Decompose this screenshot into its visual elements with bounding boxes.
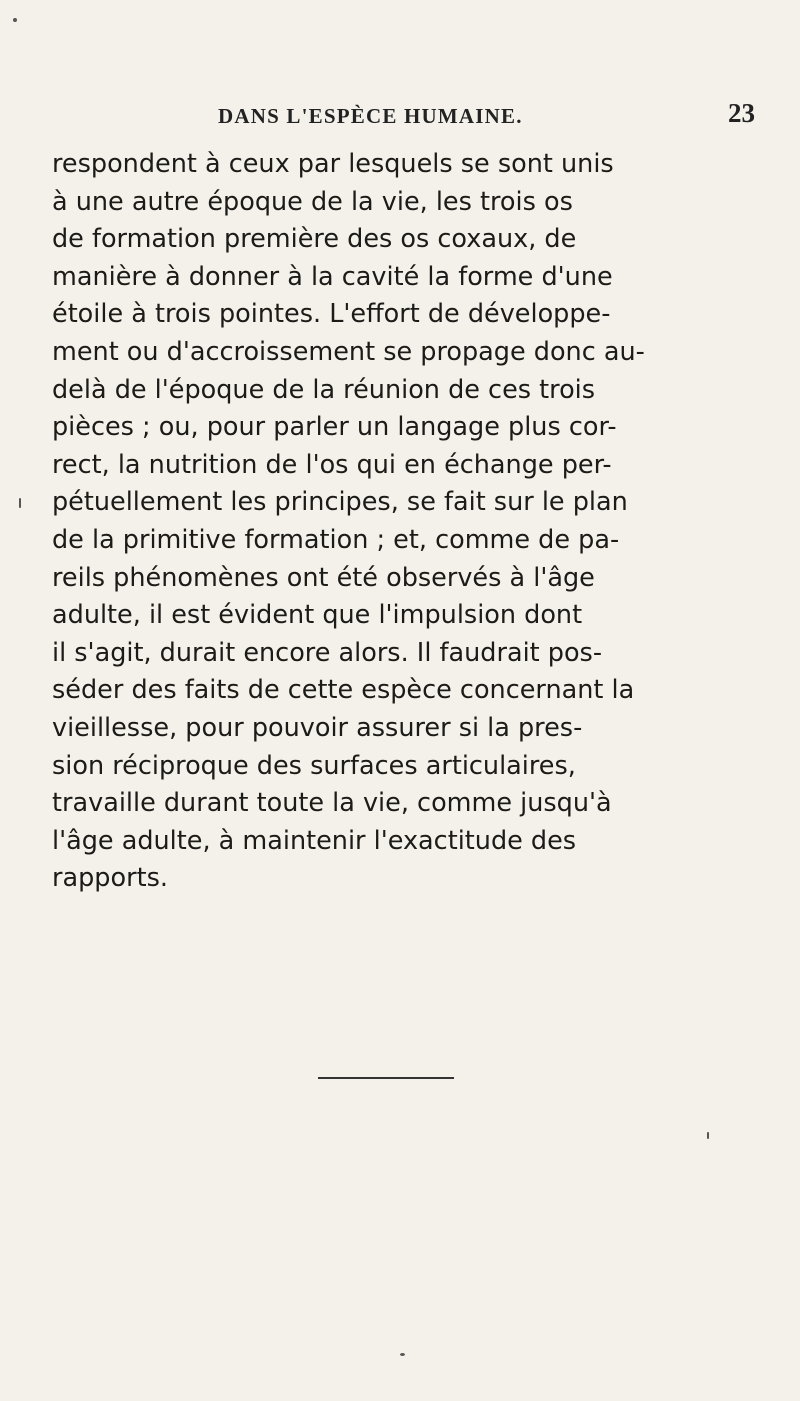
text-line: vieillesse, pour pouvoir assurer si la pres- bbox=[52, 712, 583, 743]
text-line: de formation première des os coxaux, de bbox=[52, 224, 577, 255]
text-line: l'âge adulte, à maintenir l'exactitude des bbox=[52, 825, 577, 856]
text-line: pétuellement les principes, se fait sur le plan bbox=[52, 487, 628, 518]
paper-speck bbox=[400, 1353, 405, 1356]
text-line: de la primitive formation ; et, comme de pa- bbox=[52, 524, 620, 555]
text-line: pièces ; ou, pour parler un langage plus cor- bbox=[52, 412, 617, 443]
text-line: séder des faits de cette espèce concernant la bbox=[52, 675, 635, 706]
text-line: sion réciproque des surfaces articulaires, bbox=[52, 750, 576, 781]
section-end-rule bbox=[318, 1077, 454, 1079]
paper-speck bbox=[13, 18, 17, 22]
text-line: reils phénomènes ont été observés à l'âge bbox=[52, 562, 595, 593]
text-line: étoile à trois pointes. L'effort de développe- bbox=[52, 299, 611, 330]
text-line: travaille durant toute la vie, comme jusqu'à bbox=[52, 788, 612, 819]
text-line: ment ou d'accroissement se propage donc au- bbox=[52, 336, 645, 367]
text-line: rapports. bbox=[52, 863, 168, 894]
paper-speck bbox=[19, 498, 21, 508]
body-text bbox=[52, 146, 764, 898]
running-head: DANS L'ESPÈCE HUMAINE. bbox=[218, 104, 523, 128]
text-line: à une autre époque de la vie, les trois os bbox=[52, 186, 573, 217]
paper-speck bbox=[707, 1132, 709, 1139]
text-line: rect, la nutrition de l'os qui en échange per- bbox=[52, 449, 612, 480]
page-number: 23 bbox=[728, 98, 755, 128]
text-line: manière à donner à la cavité la forme d'une bbox=[52, 261, 613, 292]
text-line: adulte, il est évident que l'impulsion dont bbox=[52, 600, 583, 631]
text-line: respondent à ceux par lesquels se sont unis bbox=[52, 149, 614, 179]
text-line: delà de l'époque de la réunion de ces trois bbox=[52, 374, 596, 405]
text-line: il s'agit, durait encore alors. Il faudrait pos- bbox=[52, 637, 603, 668]
